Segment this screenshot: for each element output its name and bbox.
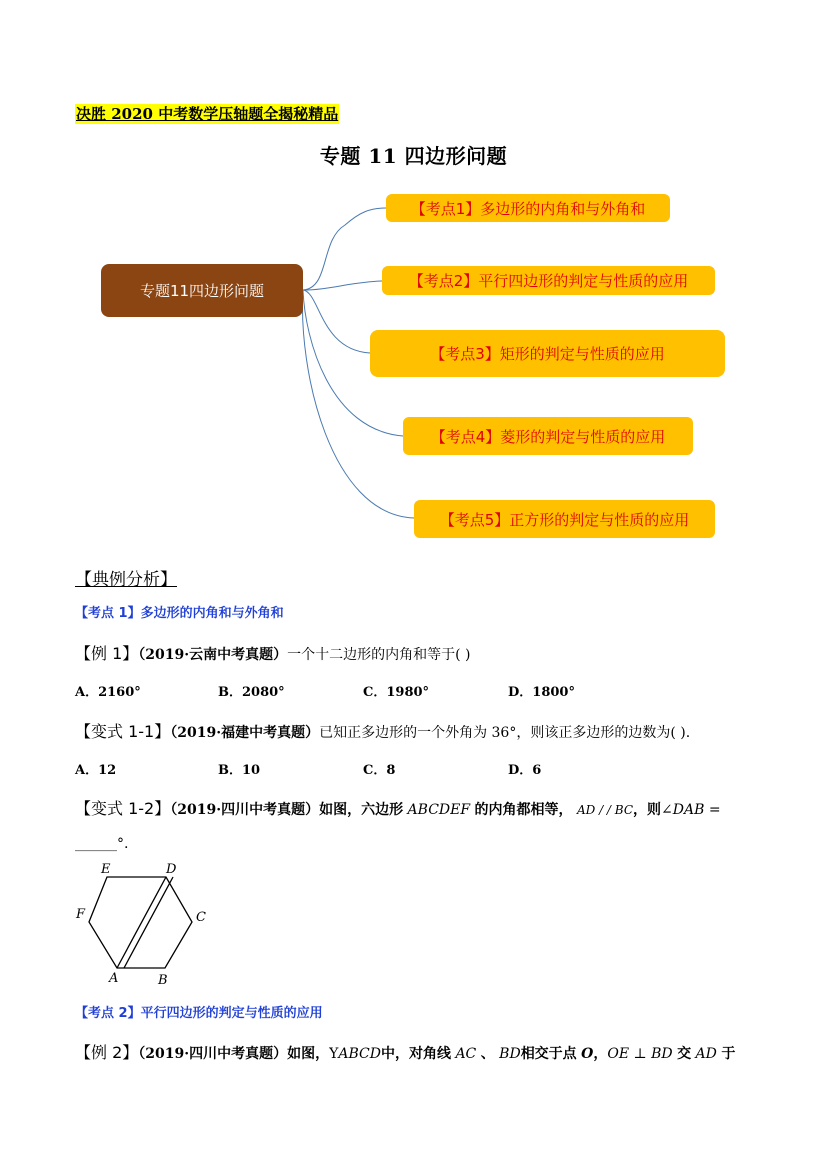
variant-1-1-option-d: D．6 — [508, 763, 542, 778]
hexagon-figure — [70, 860, 220, 990]
parallelogram-symbol: Y — [329, 1046, 339, 1062]
example-2-tag: 【例 2】 — [75, 1043, 139, 1062]
separator: 、 — [480, 1046, 495, 1062]
mindmap-branch-2: 【考点2】平行四边形的判定与性质的应用 — [382, 266, 715, 295]
example-1-option-b: B．2080° — [218, 685, 285, 700]
variant-1-2-answer-blank: ______°. — [75, 836, 129, 852]
variant-1-1-option-b: B．10 — [218, 763, 261, 778]
variant-1-2-text-a: 如图，六边形 — [319, 802, 404, 818]
label-f: F — [76, 907, 86, 922]
example-2-text-d: 交 — [677, 1046, 692, 1062]
variant-1-2-source: （2019·四川中考真题） — [170, 802, 320, 818]
label-b: B — [158, 973, 168, 988]
label-d: D — [166, 862, 177, 877]
kaodian-2-heading: 【考点 2】平行四边形的判定与性质的应用 — [75, 1006, 323, 1021]
example-1-tag: 【例 1】 — [75, 644, 139, 663]
angle-expression: ∠DAB = — [661, 802, 721, 818]
example-2-text-c: 相交于点 — [520, 1046, 577, 1062]
label-a: A — [109, 971, 119, 986]
kaodian-1-heading: 【考点 1】多边形的内角和与外角和 — [75, 606, 284, 621]
example-1 — [75, 641, 471, 664]
parallel-condition: AD / / BC — [576, 803, 634, 817]
variant-1-1-option-a: A．12 — [75, 763, 117, 778]
parallelogram-name: ABCD — [338, 1046, 381, 1062]
hexagon-outline — [89, 877, 192, 968]
example-2-text-a: 如图， — [287, 1046, 330, 1062]
variant-1-1-source: （2019·福建中考真题） — [170, 725, 320, 741]
connector-1 — [303, 208, 386, 290]
mindmap-branch-4: 【考点4】菱形的判定与性质的应用 — [403, 417, 693, 455]
perpendicular-oe-bd: OE ⊥ BD — [607, 1046, 673, 1062]
variant-1-1-text: 已知正多边形的一个外角为 36°，则该正多边形的边数为( ). — [319, 725, 691, 741]
example-1-option-a: A．2160° — [75, 685, 141, 700]
diagonal-ad — [117, 877, 166, 968]
variant-1-1-option-c: C．8 — [363, 763, 396, 778]
example-1-option-d: D．1800° — [508, 685, 575, 700]
mindmap-branch-3: 【考点3】矩形的判定与性质的应用 — [370, 330, 725, 377]
label-c: C — [196, 910, 206, 925]
example-2-source: （2019·四川中考真题） — [138, 1046, 288, 1062]
mindmap-branch-1: 【考点1】多边形的内角和与外角和 — [386, 194, 670, 222]
connector-5 — [302, 290, 414, 518]
series-banner: 决胜 2020 中考数学压轴题全揭秘精品 — [76, 105, 339, 123]
example-2-comma: ， — [593, 1046, 608, 1062]
hexagon-name: ABCDEF — [407, 802, 471, 818]
variant-1-1-tag: 【变式 1-1】 — [75, 722, 171, 741]
diagonal-ac: AC — [455, 1046, 477, 1062]
example-2-text-e: 于 — [721, 1046, 736, 1062]
segment-ad-copy — [124, 877, 173, 968]
connector-2 — [303, 281, 382, 290]
variant-1-2 — [75, 796, 721, 819]
example-1-option-c: C．1980° — [363, 685, 430, 700]
label-e: E — [101, 862, 111, 877]
variant-1-1 — [75, 719, 690, 742]
section-heading: 【典例分析】 — [75, 570, 177, 590]
mindmap-branch-5: 【考点5】正方形的判定与性质的应用 — [414, 500, 715, 538]
segment-ad: AD — [695, 1046, 717, 1062]
variant-1-2-tag: 【变式 1-2】 — [75, 799, 171, 818]
variant-1-2-text-c: ，则 — [633, 802, 662, 818]
example-1-text: 一个十二边形的内角和等于( ) — [287, 647, 471, 663]
example-2-text-b: 中，对角线 — [380, 1046, 451, 1062]
point-o: O — [581, 1046, 594, 1062]
variant-1-2-text-b: 的内角都相等， — [474, 802, 573, 818]
mindmap-center-node: 专题11四边形问题 — [101, 264, 303, 317]
example-2 — [75, 1040, 735, 1063]
example-1-source: （2019·云南中考真题） — [138, 647, 288, 663]
page-title: 专题 11 四边形问题 — [319, 144, 508, 168]
connector-3 — [303, 290, 370, 353]
diagonal-bd: BD — [499, 1046, 521, 1062]
